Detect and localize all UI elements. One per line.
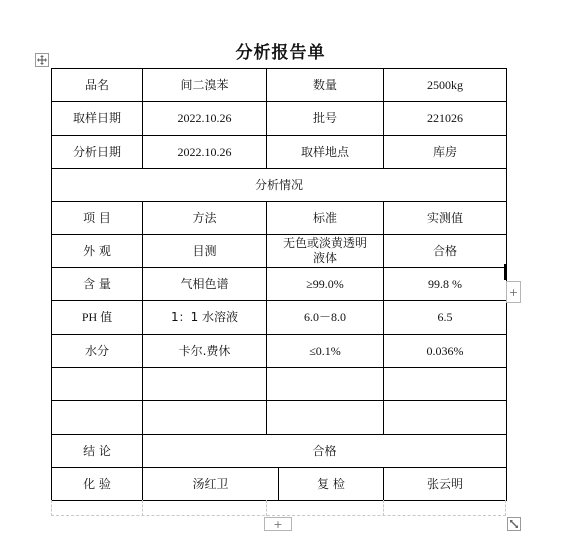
table-row [52, 102, 507, 136]
appearance-standard-text: 无色或淡黄透明液体 [282, 236, 367, 265]
analysis-date-value[interactable]: 2022.10.26 [143, 136, 267, 169]
analysis-report-table [51, 68, 507, 501]
batch-label: 批号 [267, 102, 384, 136]
product-label: 品名 [52, 69, 143, 102]
table-row [52, 401, 507, 435]
batch-value[interactable]: 221026 [384, 102, 507, 136]
ghost-row-outline [51, 500, 506, 516]
moisture-measured[interactable]: 0.036% [384, 335, 507, 368]
moisture-item: 水分 [52, 335, 143, 368]
product-value[interactable]: 间二溴苯 [143, 69, 267, 102]
empty-cell[interactable] [384, 368, 507, 401]
empty-cell[interactable] [143, 368, 267, 401]
empty-cell[interactable] [384, 401, 507, 435]
ph-measured[interactable]: 6.5 [384, 301, 507, 335]
resize-diagonal-icon [509, 519, 519, 529]
table-row [52, 301, 507, 335]
table-row [52, 368, 507, 401]
tester-label: 化 验 [52, 468, 143, 501]
appearance-measured[interactable]: 合格 [384, 235, 507, 268]
header-item: 项 目 [52, 202, 143, 235]
appearance-method[interactable]: 目测 [143, 235, 267, 268]
ph-item: PH 值 [52, 301, 143, 335]
table-row [52, 235, 507, 268]
moisture-method[interactable]: 卡尔.费休 [143, 335, 267, 368]
empty-cell[interactable] [267, 401, 384, 435]
quantity-label: 数量 [267, 69, 384, 102]
table-row [52, 169, 507, 202]
conclusion-value[interactable]: 合格 [143, 435, 507, 468]
appearance-standard[interactable] [267, 235, 384, 268]
sampling-date-label: 取样日期 [52, 102, 143, 136]
sampling-date-value[interactable]: 2022.10.26 [143, 102, 267, 136]
ph-method[interactable]: 1：1 水溶液 [143, 301, 267, 335]
reviewer-value[interactable]: 张云明 [384, 468, 507, 501]
content-item: 含 量 [52, 268, 143, 301]
content-measured[interactable]: 99.8 % [384, 268, 507, 301]
header-measured: 实测值 [384, 202, 507, 235]
analysis-section-header: 分析情况 [52, 169, 507, 202]
ghost-column-line [383, 500, 384, 516]
empty-cell[interactable] [267, 368, 384, 401]
table-row [52, 335, 507, 368]
appearance-item: 外 观 [52, 235, 143, 268]
conclusion-label: 结 论 [52, 435, 143, 468]
ph-standard[interactable]: 6.0－8.0 [267, 301, 384, 335]
quantity-value[interactable]: 2500kg [384, 69, 507, 102]
table-row [52, 136, 507, 169]
empty-cell[interactable] [52, 401, 143, 435]
ghost-column-line [142, 500, 143, 516]
tester-value[interactable]: 汤红卫 [143, 468, 279, 501]
content-standard[interactable]: ≥99.0% [267, 268, 384, 301]
add-row-button[interactable]: + [264, 517, 292, 531]
document-title: 分析报告单 [235, 43, 326, 63]
column-insert-marker [504, 264, 507, 280]
reviewer-label: 复 检 [279, 468, 384, 501]
table-row [52, 202, 507, 235]
header-method: 方法 [143, 202, 267, 235]
add-column-button[interactable]: + [506, 281, 521, 303]
header-standard: 标准 [267, 202, 384, 235]
empty-cell[interactable] [52, 368, 143, 401]
content-method[interactable]: 气相色谱 [143, 268, 267, 301]
table-row [52, 435, 507, 468]
table-row [52, 468, 507, 501]
table-row [52, 69, 507, 102]
table-row [52, 268, 507, 301]
sampling-place-value[interactable]: 库房 [384, 136, 507, 169]
sampling-place-label: 取样地点 [267, 136, 384, 169]
ghost-column-line [266, 500, 267, 516]
empty-cell[interactable] [143, 401, 267, 435]
table-resize-handle[interactable] [507, 517, 521, 531]
moisture-standard[interactable]: ≤0.1% [267, 335, 384, 368]
analysis-date-label: 分析日期 [52, 136, 143, 169]
